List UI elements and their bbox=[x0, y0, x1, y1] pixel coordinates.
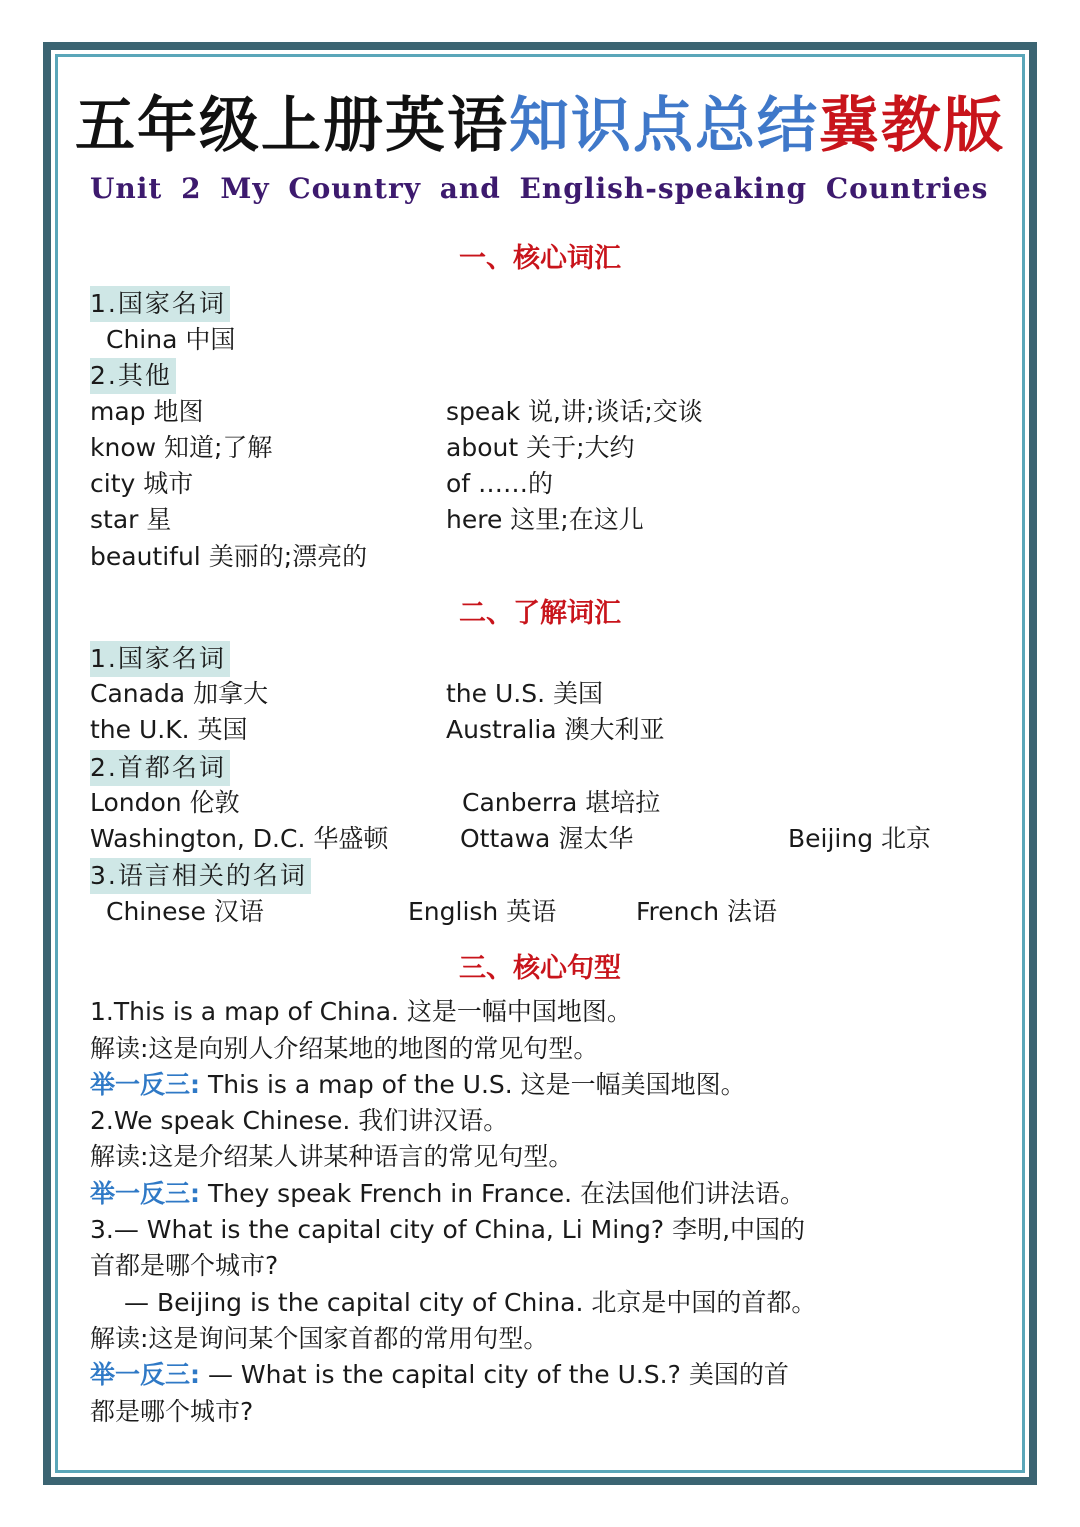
sentence-line: 2.We speak Chinese. 我们讲汉语。 bbox=[90, 1106, 509, 1135]
vocab-item: star 星 bbox=[90, 505, 172, 534]
example-label: 举一反三: bbox=[90, 1360, 200, 1389]
vocab-item: Australia 澳大利亚 bbox=[446, 715, 665, 744]
vocab-item: London 伦敦 bbox=[90, 788, 240, 817]
subheading-language-nouns: 3.语言相关的名词 bbox=[90, 858, 311, 894]
vocab-item: Canada 加拿大 bbox=[90, 679, 269, 708]
vocab-item: Chinese 汉语 bbox=[106, 897, 264, 926]
sentence-example: 举一反三: They speak French in France. 在法国他们讲法语。 bbox=[90, 1179, 806, 1208]
vocab-item: the U.K. 英国 bbox=[90, 715, 248, 744]
subheading-capital-nouns: 2.首都名词 bbox=[90, 750, 230, 786]
vocab-item: of ……的 bbox=[446, 469, 554, 498]
sentence-line: 都是哪个城市? bbox=[90, 1397, 254, 1426]
sentence-explanation: 解读:这是询问某个国家首都的常用句型。 bbox=[90, 1324, 549, 1353]
vocab-item: Beijing 北京 bbox=[788, 824, 932, 853]
sentence-explanation: 解读:这是向别人介绍某地的地图的常见句型。 bbox=[90, 1034, 599, 1063]
vocab-item: map 地图 bbox=[90, 397, 204, 426]
vocab-item: city 城市 bbox=[90, 469, 194, 498]
sentence-line: 3.— What is the capital city of China, Li Ming? 李明,中国的 bbox=[90, 1215, 806, 1244]
vocab-item: beautiful 美丽的;漂亮的 bbox=[90, 542, 368, 571]
example-label: 举一反三: bbox=[90, 1070, 200, 1099]
vocab-item: Washington, D.C. 华盛顿 bbox=[90, 824, 389, 853]
sentence-line: 首都是哪个城市? bbox=[90, 1251, 279, 1280]
vocab-item: French 法语 bbox=[636, 897, 778, 926]
vocab-item: here 这里;在这儿 bbox=[446, 505, 644, 534]
section-core-vocabulary-title: 一、核心词汇 bbox=[459, 243, 621, 274]
subheading-country-nouns-2: 1.国家名词 bbox=[90, 641, 230, 677]
vocab-item: the U.S. 美国 bbox=[446, 679, 603, 708]
vocab-item: speak 说,讲;谈话;交谈 bbox=[446, 397, 703, 426]
sentence-line: — Beijing is the capital city of China. 北京是中国的首都。 bbox=[124, 1288, 817, 1317]
page-title bbox=[0, 78, 1080, 164]
section-core-sentences-title: 三、核心句型 bbox=[459, 953, 621, 984]
section-extra-vocabulary-title: 二、了解词汇 bbox=[459, 598, 621, 629]
title-part-summary: 知识点总结 bbox=[509, 91, 819, 161]
vocab-item: know 知道;了解 bbox=[90, 433, 273, 462]
unit-heading: Unit 2 My Country and English-speaking Countries bbox=[90, 172, 989, 205]
title-part-grade: 五年级上册英语 bbox=[75, 91, 509, 161]
vocab-item: about 关于;大约 bbox=[446, 433, 635, 462]
sentence-line: 1.This is a map of China. 这是一幅中国地图。 bbox=[90, 997, 632, 1026]
title-part-edition: 冀教版 bbox=[819, 91, 1005, 161]
vocab-item: Ottawa 渥太华 bbox=[460, 824, 634, 853]
sentence-explanation: 解读:这是介绍某人讲某种语言的常见句型。 bbox=[90, 1142, 574, 1171]
subheading-others: 2.其他 bbox=[90, 358, 176, 394]
vocab-item: Canberra 堪培拉 bbox=[462, 788, 661, 817]
sentence-example: 举一反三: This is a map of the U.S. 这是一幅美国地图。 bbox=[90, 1070, 746, 1099]
sentence-example: 举一反三: — What is the capital city of the U.S.? 美国的首 bbox=[90, 1360, 789, 1389]
subheading-country-nouns: 1.国家名词 bbox=[90, 286, 230, 322]
vocab-item: English 英语 bbox=[408, 897, 557, 926]
vocab-item: China 中国 bbox=[106, 325, 236, 354]
example-label: 举一反三: bbox=[90, 1179, 200, 1208]
